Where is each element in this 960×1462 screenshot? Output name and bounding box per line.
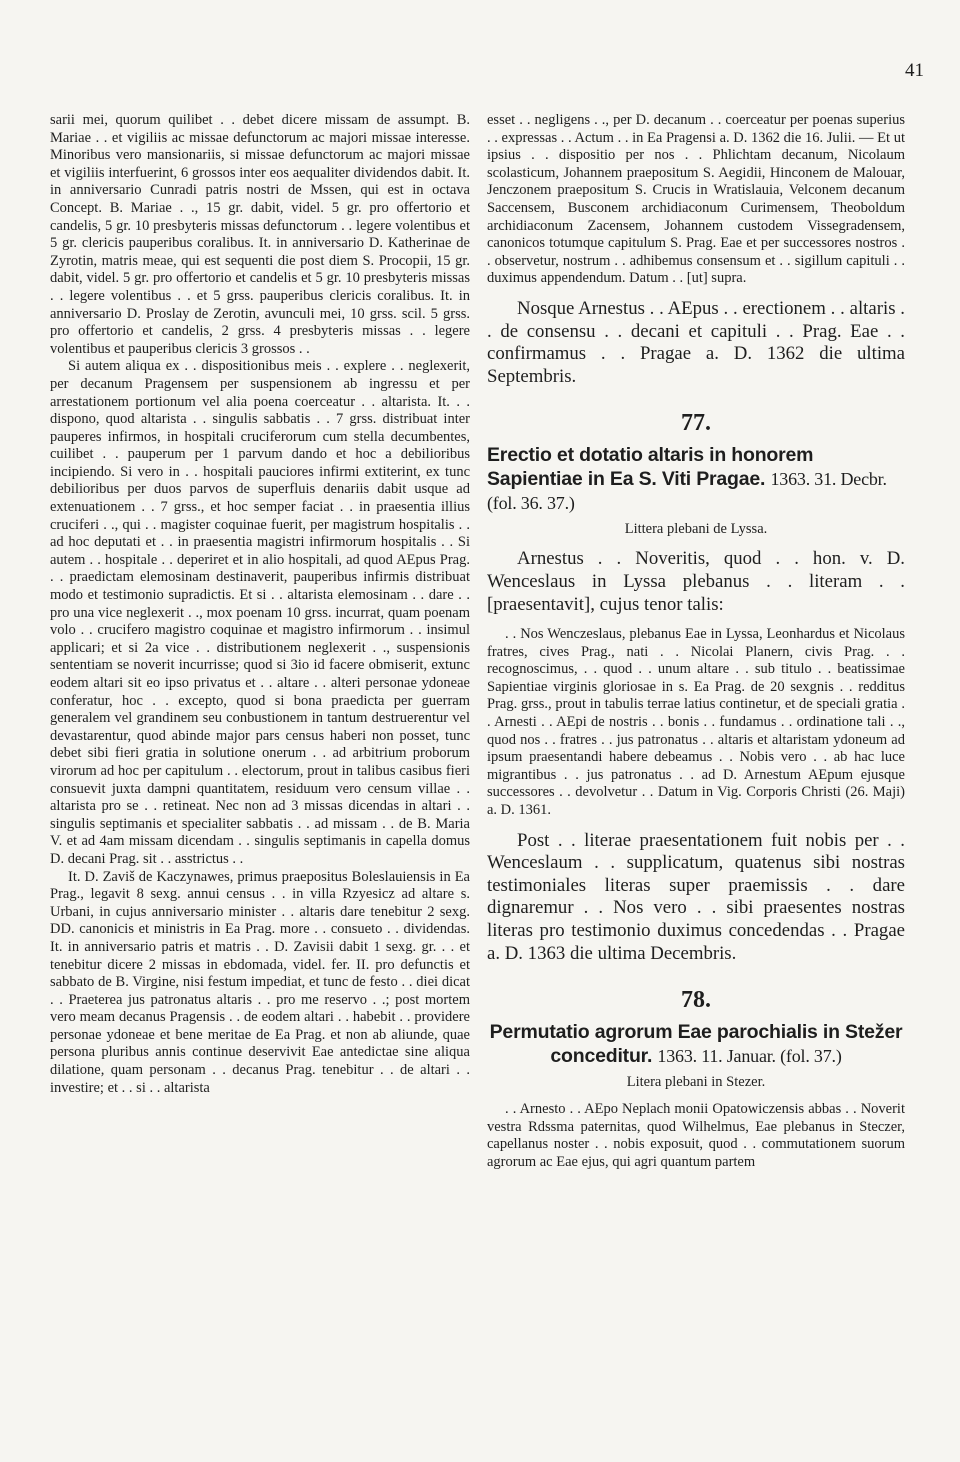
document-78-title-line-2: conceditur. [550,1045,653,1068]
document-78-title-line-1: Permutatio agrorum Eae parochialis in Stežer [489,1021,903,1044]
document-77-paragraph-2: Post . . literae praesentationem fuit nobis per . . Wenceslaum . . supplicatum, quatenus sibi nostras testimoniales literas super praemissis . . dare dignaremur . . Nos vero . . sibi praesentes nostras literas pro testimonio duximus concedendas . . Pragae a. D. 1363 die ultima Decembris. [487,829,905,964]
left-paragraph-3: It. D. Zaviš de Kaczynawes, primus praepositus Boleslauiensis in Ea Prag., legavit 8 sexg. annui census . . in villa Rzyesicz ad altare s. Urbani, in cujus anniversario minister . . altaris dare tenebitur 2 sexg. DD. canonicis et ministris in Ea Prag. more . . consueto . . dividendas. It. in anniversario patris et matris . . D. Zavisii dabit 1 sexg. gr. . . et tenebitur dicere 2 missas in ebdomada, videl. fer. II. pro defunctis et sabbato de B. Virgine, nisi festum impediat, et tunc de festo . . diei dicat . . Praeterea jus patronatus altaris . . pro me reservo . .; post mortem vero meam decanus Pragensis . . de eodem altari . . habebit . . providere personae ydoneae et bene meritae de Ea Prag. et non ab aliunde, quae persona pluribus annis continue deservivit Eae antedictae sine aliqua dilatione, quam personam . . decanus Prag. tenebitur . . de altari . . investire; et . . si . . altarista [50,868,470,1096]
document-78-subtitle: Litera plebani in Stezer. [626,1074,766,1091]
page-number: 41 [905,60,924,81]
document-77-date: 1363. 31. Decbr. (fol. 36. 37.) [487,469,887,514]
document-78-paragraph-1: . . Arnesto . . AEpo Neplach monii Opatowiczensis abbas . . Noverit vestra Rdssma paternitas, quod Wilhelmus, Eae plebanus in Steczer, capellanus noster . . nobis exposuit, quod . . commutationem suorum agrorum ac Eae ejus, qui agri quantum partem [487,1101,905,1170]
document-77-number: 77. [681,410,711,437]
right-column [487,112,905,1172]
left-paragraph-2: Si autem aliqua ex . . dispositionibus meis . . explere . . neglexerit, per decanum Pragensem per suspensionem ab ingressu et per arrestationem portionum vel alia poena coerceatur . . altarista. It. . . dispono, quod altarista . . singulis sabbatis . . 7 grss. distribuat inter pauperes infirmos, in hospitali cruciferorum cum stella decumbentes, cuilibet . . pauperum per 1 parvum dando et hoc a debilioribus incipiendo. Si vero in . . hospitali pauciores infirmi extiterint, ex tunc debilioribus per duos parvos de superfluis denariis dabit usque ad extenuationem . . 7 grss., et hoc semper faciat . . in praesentia illius cruciferi . ., qui . . magister coquinae fuerit, per magistrum hospitalis . . ad hoc deputati et . . in praesentia magistri infirmorum hospitalis . . Si autem . . hospitale . . deperiret et in alio hospitali, ad quod AEpus Prag. . . praedictam elemosinam destinaverit, pauperibus infirmis distribuat modo et testimonio supradictis. Et si . . altarista elemosinam . . dare . . pro una vice neglexerit . ., mox poenam 10 grss. incurrat, quam poenam volo . . crucifero magistro coquinae et magistro infirmorum . . insimul applicari; et si 2a vice . . distributionem neglexerit . ., suspensionis sententiam se noverit incurrisse; quod si 3io id facere obmiserit, extunc eodem altari sit eo ipso privatus et . . altare . . alteri personae ydoneae conferatur, hoc . . excepto, quod si bona praedicta per guerram generalem vel grandinem seu conbustionem in tantum destruerentur vel devastarentur, quod abinde major pars census haberi non posset, tunc debet sibi fieri gratia in solutione onerum . . ad arbitrium proborum virorum ad hoc per capitulum . . electorum, prout in talibus casibus fieri consuevit juxta dampni quantitatem, residuum vero censum villae . . altarista pro se . . retineat. Nec non ad 3 missas dicendas in altari . . singulis septimanis et specialiter sabbatis . . ad missam . . de B. Maria V. et ad 4am missam dicendam . . singulis septimanis in capella domus D. decani Prag. sit . . asstrictus . . [50,358,470,867]
document-77-paragraph-1: Arnestus . . Noveritis, quod . . hon. v. D. Wenceslaus in Lyssa plebanus . . literam . . [praesentavit], cujus tenor talis: [487,548,905,615]
document-77-title [487,443,905,515]
document-78-title [487,1020,905,1068]
confirmation-paragraph: Nosque Arnestus . . AEpus . . erectionem . . altaris . . de consensu . . decani et capituli . . Prag. Eae . . confirmamus . . Pragae a. D. 1362 die ultima Septembris. [487,297,905,387]
left-paragraph-1: sarii mei, quorum quilibet . . debet dicere missam de assumpt. B. Mariae . . et vigiliis ac missae defunctorum ac majori missae interesse. Minoribus vero mansionariis, si missae defunctorum ac majori missae et vigiliis interfuerint, 6 grossos inter eos aequaliter dividendos dabit. It. in anniversario Cunradi patris nostri de Mssen, qui est in octava Concept. B. Mariae . ., 15 gr. dabit, videl. 5 gr. pro offertorio et candelis, 5 gr. 10 presbyteris missas defunctorum . . legere volentibus et 5 gr. clericis pauperibus coralibus. It. in anniversario D. Katherinae de Zyrotin, matris meae, qui est sequenti die post diem S. Procopii, 15 gr. dabit, videl. 5 gr. pro offertorio et candelis et 5 gr. 10 presbyteris missas . . legere volentibus . . et 5 grss. pauperibus clericis coralibus. It. in anniversario D. Proslay de Zerotin, avunculi mei, 10 grss. scil. 5 grss. pro offertorio et candelis, 2 grss. 4 presbyteris missas . . legere volentibus et pauperibus clericis 3 grossos . . [50,112,470,357]
document-77-quote: . . Nos Wenczeslaus, plebanus Eae in Lyssa, Leonhardus et Nicolaus fratres, cives Prag., nati . . Nicolai Planern, civis Prag. . . recognoscimus, . . quod . . unum altare . . sub titulo . . beatissimae Sapientiae virginis gloriosae in s. Ea Prag. de 20 sexgnis . . redditus Prag. grss., prout in tabulis terrae latius continetur, et de speciali gratia . . Arnesti . . AEpi de nostris . . bonis . . fundamus . . ordinatione tali . ., quod nos . . fratres . . jus patronatus . . altaris et altaristam ydoneum ad ipsum praesentandi habere debeamus . . Nobis vero . . ab hac luce migrantibus . . jus patronatus . . ad D. Arnestum AEpum ejusque successores . . devolvetur . . Datum in Vig. Corporis Christi (26. Maji) a. D. 1361. [487,626,905,819]
document-77-subtitle: Littera plebani de Lyssa. [624,521,768,538]
right-intro-paragraph: esset . . negligens . ., per D. decanum . . coerceatur per poenas superius . . expressas . . Actum . . in Ea Pragensi a. D. 1362 die 16. Julii. — Et ut ipsius . . dispositio per nos . . Phlichtam decanum, Nicolaum scolasticum, Johannem praepositum S. Aegidii, Hinconem de Malouar, Jenczonem praepositum S. Crucis in Wratislauia, Velconem decanum Saccensem, Busconem archidiaconum Curimensem, Theoboldum archidiaconum Zacensem, Johannem custodem Vissegradensem, canonicos totumque capitulum S. Prag. Eae et per successores nostros . . observetur, nostrum . . adhibemus consensum et . . sigillum capituli . . duximus appendendum. Datum . . [ut] supra. [487,112,905,287]
document-78-date: 1363. 11. Januar. (fol. 37.) [657,1046,842,1067]
document-78-number: 78. [681,987,711,1014]
left-column [50,112,470,1097]
document-77-title-text: Erectio et dotatio altaris in honorem Sapientiae in Ea S. Viti Pragae. [487,444,814,491]
